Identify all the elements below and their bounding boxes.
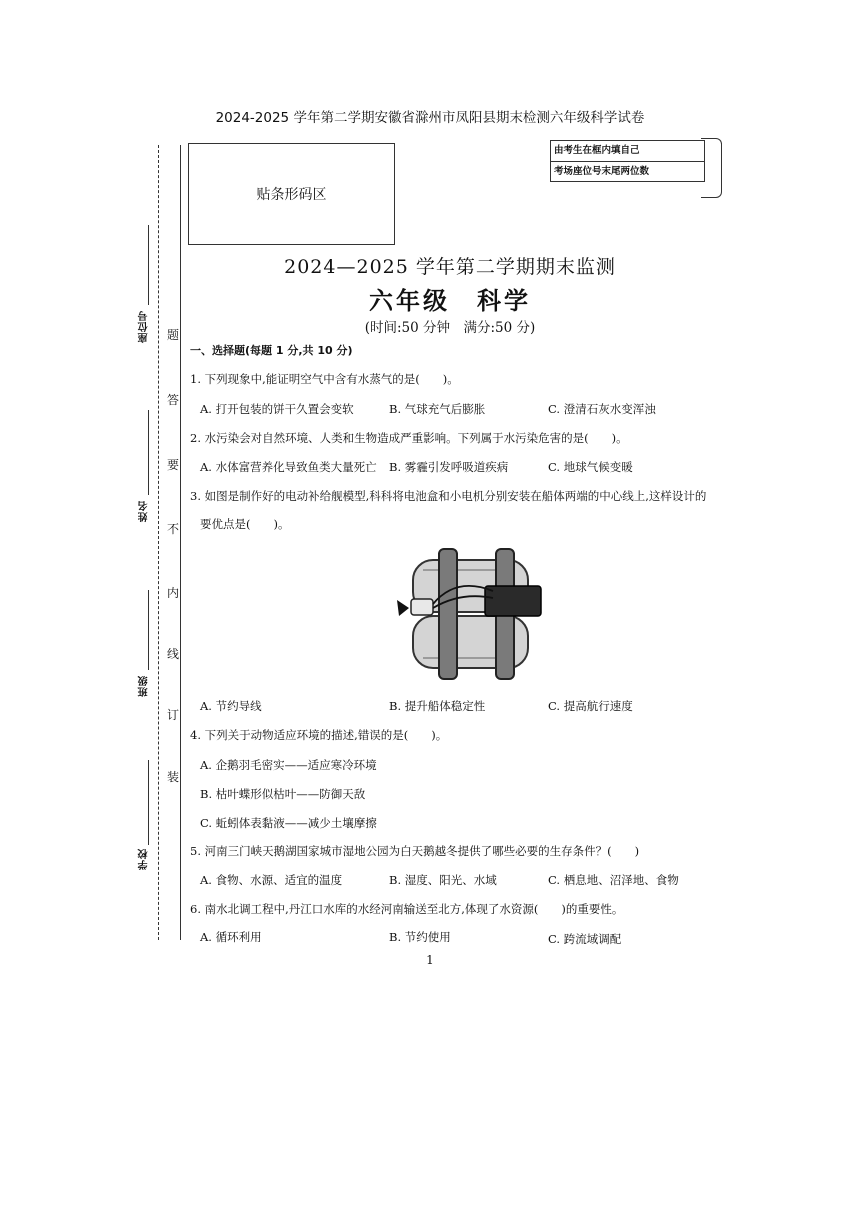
- motor: [411, 599, 433, 615]
- seat-number-blank[interactable]: [148, 225, 149, 305]
- seal-char: 不: [166, 522, 179, 536]
- battery-box: [485, 586, 541, 616]
- seal-char: 答: [166, 393, 179, 407]
- seal-char: 要: [166, 458, 179, 472]
- school-blank[interactable]: [148, 760, 149, 845]
- question-stem: 4. 下列关于动物适应环境的描述,错误的是( )。: [190, 728, 448, 742]
- seat-number-input[interactable]: [701, 138, 722, 198]
- option-a: A. 打开包装的饼干久置会变软: [200, 402, 354, 416]
- exam-subject: 六年级 科学: [369, 287, 531, 315]
- barcode-area: [188, 143, 395, 245]
- ship-model-figure: [393, 546, 543, 684]
- class-blank[interactable]: [148, 590, 149, 670]
- seal-char: 内: [166, 586, 179, 600]
- option-c: C. 澄清石灰水变浑浊: [548, 402, 656, 416]
- school-label: 学校: [139, 848, 150, 870]
- exam-title: 2024—2025 学年第二学期期末监测: [284, 256, 616, 278]
- question-stem: 2. 水污染会对自然环境、人类和生物造成严重影响。下列属于水污染危害的是( )。: [190, 431, 628, 445]
- option-c: C. 蚯蚓体表黏液——减少土壤摩擦: [200, 816, 377, 830]
- question-stem-cont: 要优点是( )。: [200, 517, 290, 531]
- seal-char: 题: [166, 328, 179, 342]
- page-number: 1: [426, 953, 434, 967]
- option-b: B. 湿度、阳光、水域: [389, 873, 497, 887]
- barcode-area-label: 贴条形码区: [256, 187, 327, 203]
- option-c: C. 跨流域调配: [548, 932, 622, 946]
- binding-solid-line: [180, 145, 181, 940]
- seal-char: 订: [166, 708, 179, 722]
- propeller: [397, 600, 409, 616]
- question-stem: 1. 下列现象中,能证明空气中含有水蒸气的是( )。: [190, 372, 459, 386]
- option-a: A. 食物、水源、适宜的温度: [200, 873, 343, 887]
- name-label: 姓名: [139, 500, 150, 522]
- option-b: B. 节约使用: [389, 930, 451, 944]
- seal-char: 线: [166, 647, 179, 661]
- section-heading: 一、选择题(每题 1 分,共 10 分): [190, 344, 353, 357]
- option-b: B. 提升船体稳定性: [389, 699, 486, 713]
- option-a: A. 循环利用: [200, 930, 262, 944]
- exam-time-score: (时间:50 分钟 满分:50 分): [364, 320, 536, 336]
- binding-dashed-line: [158, 145, 159, 940]
- class-label: 班级: [139, 675, 150, 697]
- option-c: C. 提高航行速度: [548, 699, 633, 713]
- option-b: B. 气球充气后膨胀: [389, 402, 486, 416]
- question-stem: 3. 如图是制作好的电动补给舰模型,科科将电池盒和小电机分别安装在船体两端的中心线上,这样设计的: [190, 489, 707, 503]
- option-c: C. 栖息地、沼泽地、食物: [548, 873, 679, 887]
- question-stem: 6. 南水北调工程中,丹江口水库的水经河南输送至北方,体现了水资源( )的重要性。: [190, 902, 624, 916]
- option-b: B. 雾霾引发呼吸道疾病: [389, 460, 509, 474]
- seat-box-line1: 由考生在框内填自己: [551, 141, 704, 162]
- option-a: A. 水体富营养化导致鱼类大量死亡: [200, 460, 377, 474]
- option-a: A. 节约导线: [200, 699, 262, 713]
- seat-number-label: 座位号: [139, 310, 150, 343]
- seat-box-line2: 考场座位号末尾两位数: [554, 166, 650, 177]
- option-c: C. 地球气候变暖: [548, 460, 633, 474]
- seat-number-box: [550, 140, 705, 182]
- name-blank[interactable]: [148, 410, 149, 495]
- option-a: A. 企鹅羽毛密实——适应寒冷环境: [200, 758, 377, 772]
- option-b: B. 枯叶蝶形似枯叶——防御天敌: [200, 787, 366, 801]
- question-stem: 5. 河南三门峡天鹅湖国家城市湿地公园为白天鹅越冬提供了哪些必要的生存条件？( ): [190, 844, 640, 858]
- document-title: 2024-2025 学年第二学期安徽省滁州市凤阳县期末检测六年级科学试卷: [215, 110, 645, 126]
- seal-char: 装: [166, 770, 179, 784]
